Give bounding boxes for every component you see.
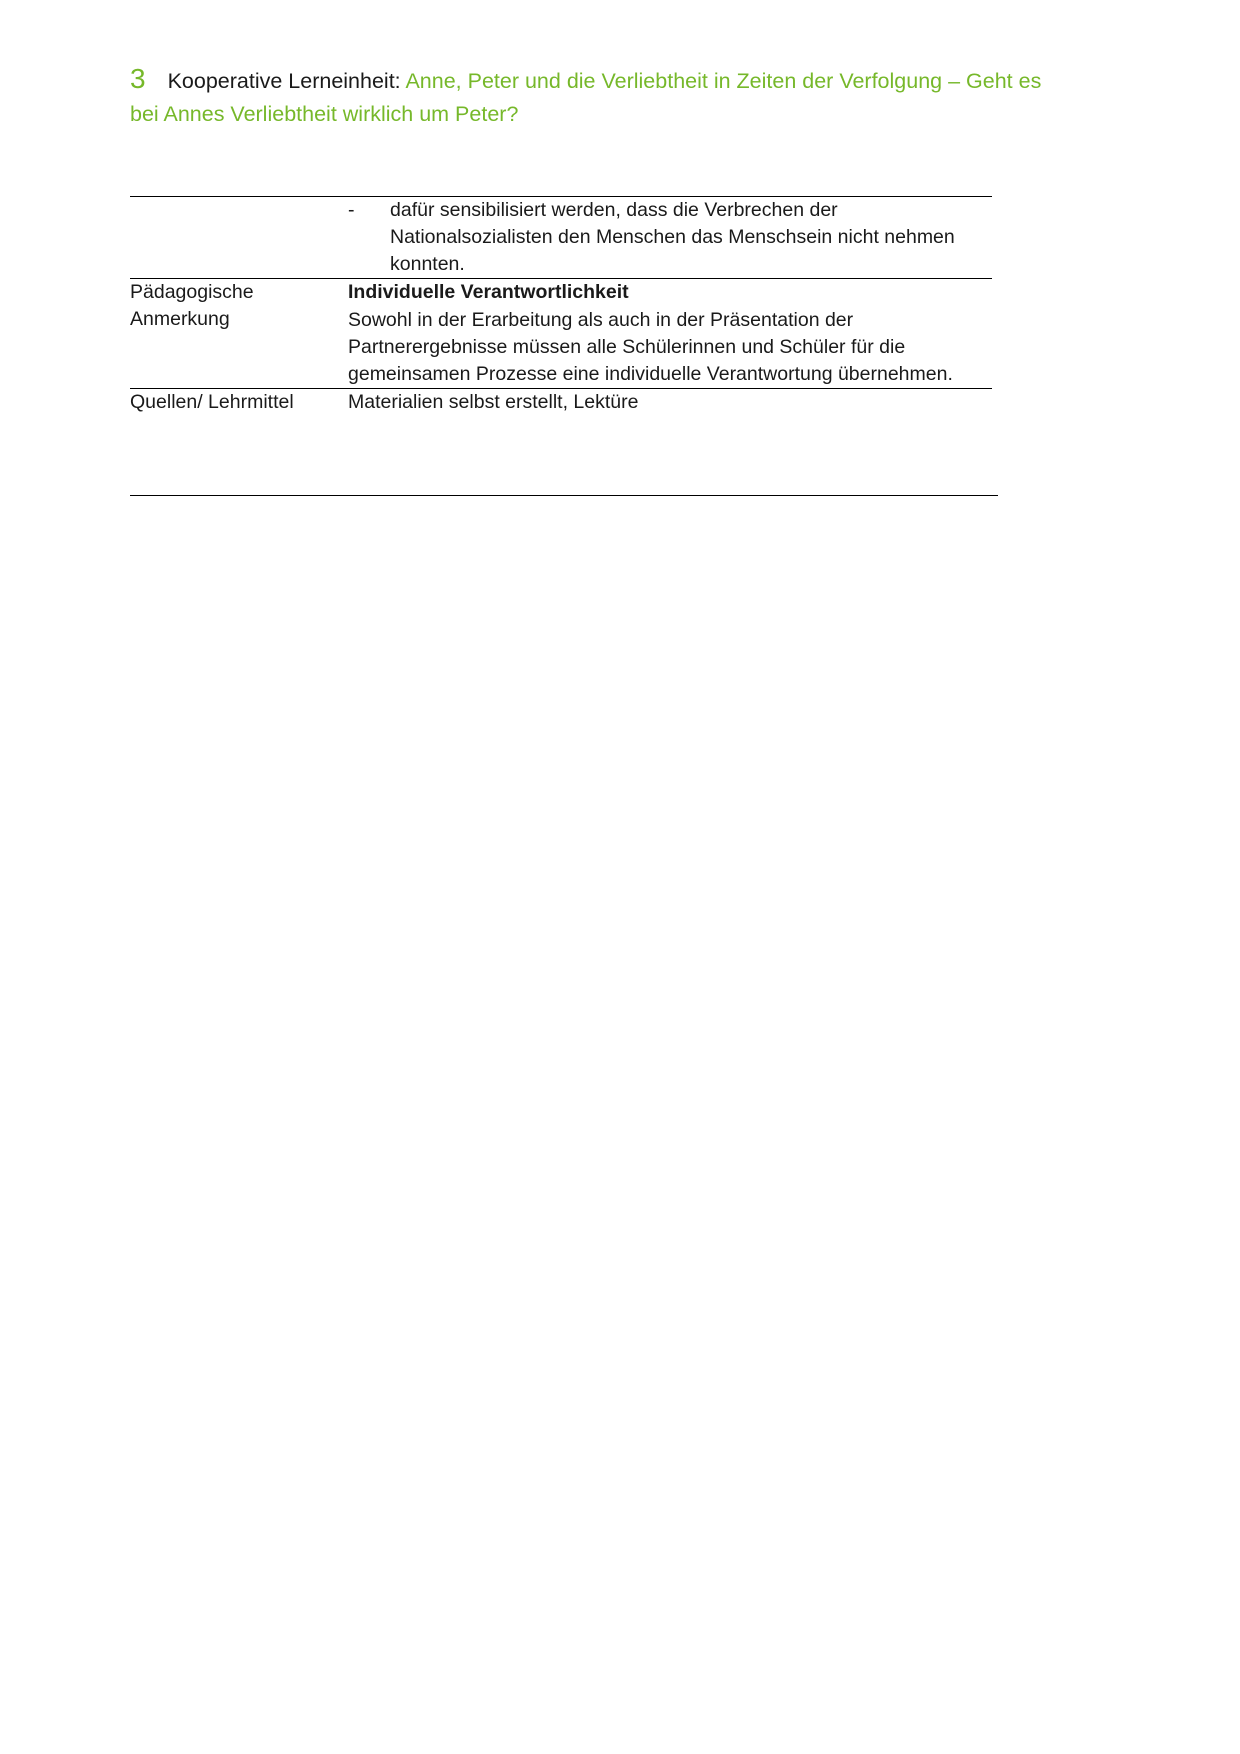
content-text: Sowohl in der Erarbeitung als auch in der Präsentation der Partnerergebnisse müssen alle Schülerinnen und Schüler für die gemeinsamen Prozesse eine individuelle Verantwortung übernehmen.	[348, 309, 953, 385]
info-table	[130, 196, 992, 458]
table-footer-spacer-right	[348, 416, 992, 458]
table-row	[130, 389, 992, 417]
bullet-marker: -	[348, 199, 355, 221]
table-footer-row	[130, 416, 992, 458]
bullet-text: dafür sensibilisiert werden, dass die Verbrechen der Nationalsozialisten den Menschen das Menschsein nicht nehmen konnten.	[390, 199, 955, 275]
table-cell-content	[348, 197, 992, 279]
heading-title: Anne, Peter und die Verliebtheit in Zeiten der Verfolgung – Geht es bei Annes Verliebtheit wirklich um Peter?	[130, 69, 1042, 126]
table-cell-content	[348, 279, 992, 389]
table-cell-content: Materialien selbst erstellt, Lektüre	[348, 389, 992, 417]
table-cell-label	[130, 197, 348, 279]
table-footer-spacer-left	[130, 416, 348, 458]
heading-label: Kooperative Lerneinheit:	[167, 69, 401, 93]
page-title	[130, 62, 1060, 131]
table-bottom-rule	[130, 495, 998, 496]
table-cell-label: Quellen/ Lehrmittel	[130, 389, 348, 417]
table-row	[130, 279, 992, 389]
table-row	[130, 197, 992, 279]
content-heading: Individuelle Verantwortlichkeit	[348, 281, 629, 303]
heading-number: 3	[130, 63, 146, 94]
table-cell-label: Pädagogische Anmerkung	[130, 279, 348, 389]
